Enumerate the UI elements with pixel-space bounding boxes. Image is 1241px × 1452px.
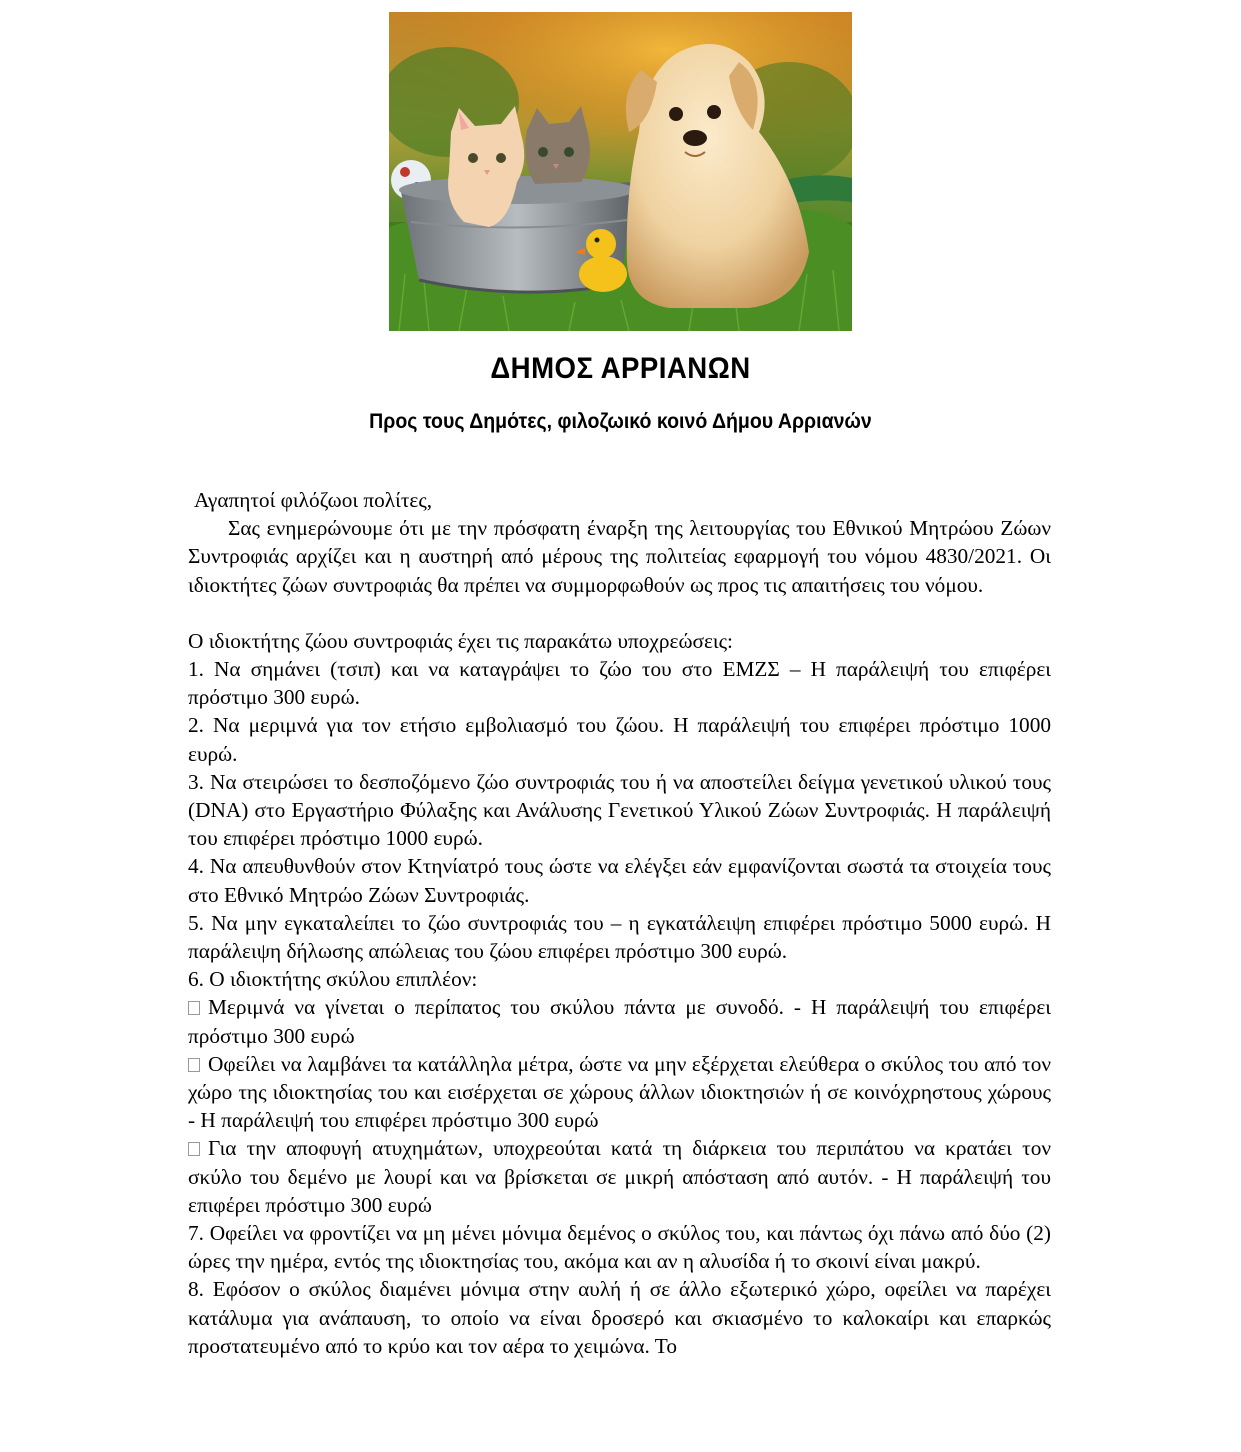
bullet-item — [188, 993, 1051, 1049]
list-item: 7. Οφείλει να φροντίζει να μη μένει μόνιμα δεμένος ο σκύλος του, και πάντως όχι πάνω από δύο (2) ώρες την ημέρα, εντός της ιδιοκτησίας του, ακόμα και αν η αλυσίδα ή το σκοινί είναι μακρύ. — [188, 1221, 1051, 1274]
bullet-icon — [188, 1001, 200, 1015]
list-item: 4. Να απευθυνθούν στον Κτηνίατρό τους ώστε να ελέγξει εάν εμφανίζονται σωστά τα στοιχεία τους στο Εθνικό Μητρώο Ζώων Συντροφιάς. — [188, 854, 1051, 907]
bullet-item — [188, 1134, 1051, 1219]
bullet-item — [188, 1050, 1051, 1135]
obligations-heading: Ο ιδιοκτήτης ζώου συντροφιάς έχει τις παρακάτω υποχρεώσεις: — [188, 628, 733, 653]
list-item: 3. Να στειρώσει το δεσποζόμενο ζώο συντροφιάς του ή να αποστείλει δείγμα γενετικού υλικού τους (DNA) στο Εργαστήριο Φύλαξης και Ανάλυσης Γενετικού Υλικού Ζώων Συντροφιάς. Η παράλειψή του επιφέρει πρόστιμο 1000 ευρώ. — [188, 769, 1051, 851]
greeting: Αγαπητοί φιλόζωοι πολίτες, — [194, 488, 433, 512]
letter-body — [188, 486, 1051, 1360]
bullet-icon — [188, 1142, 200, 1156]
pets-photo — [389, 12, 852, 331]
list-item: 2. Να μεριμνά για τον ετήσιο εμβολιασμό του ζώου. Η παράλειψή του επιφέρει πρόστιμο 1000 ευρώ. — [188, 713, 1051, 766]
bullet-icon — [188, 1058, 200, 1072]
list-item: 8. Εφόσον ο σκύλος διαμένει μόνιμα στην αυλή ή σε άλλο εξωτερικό χώρο, οφείλει να παρέχει κατάλυμα για ανάπαυση, το οποίο να είναι δροσερό και σκιασμένο το καλοκαίρι και επαρκώς προστατευμένο από το κρύο και τον αέρα το χειμώνα. Το — [188, 1277, 1051, 1358]
list-item: 1. Να σημάνει (τσιπ) και να καταγράψει το ζώο του στο ΕΜΖΣ – Η παράλειψή του επιφέρει πρόστιμο 300 ευρώ. — [188, 657, 1051, 710]
bullet-text: Οφείλει να λαμβάνει τα κατάλληλα μέτρα, ώστε να μην εξέρχεται ελεύθερα ο σκύλος του από τον χώρο της ιδιοκτησίας του και εισέρχεται σε χώρους άλλων ιδιοκτησιών ή σε κοινόχρηστους χώρους - Η παράλειψή του επιφέρει πρόστιμο 300 ευρώ — [188, 1051, 1051, 1133]
intro-paragraph: Σας ενημερώνουμε ότι με την πρόσφατη έναρξη της λειτουργίας του Εθνικού Μητρώου Ζώων Συντροφιάς αρχίζει και η αυστηρή από μέρους της πολιτείας εφαρμογή του νόμου 4830/2021. Οι ιδιοκτήτες ζώων συντροφιάς θα πρέπει να συμμορφωθούν ως προς τις απαιτήσεις του νόμου. — [188, 516, 1051, 597]
list-item: 5. Να μην εγκαταλείπει το ζώο συντροφιάς του – η εγκατάλειψη επιφέρει πρόστιμο 5000 ευρώ. Η παράλειψη δήλωσης απώλειας του ζώου επιφέρει πρόστιμο 300 ευρώ. — [188, 910, 1051, 964]
bullet-text: Μεριμνά να γίνεται ο περίπατος του σκύλου πάντα με συνοδό. - Η παράλειψή του επιφέρει πρόστιμο 300 ευρώ — [188, 995, 1051, 1048]
list-item: 6. Ο ιδιοκτήτης σκύλου επιπλέον: — [188, 967, 478, 992]
page-subtitle: Προς τους Δημότες, φιλοζωικό κοινό Δήμου Αρριανών — [369, 410, 872, 433]
bullet-text: Για την αποφυγή ατυχημάτων, υποχρεούται κατά τη διάρκεια του περιπάτου να κρατάει τον σκύλο του δεμένο με λουρί και να βρίσκεται σε μικρή απόσταση από αυτόν. - Η παράλειψή του επιφέρει πρόστιμο 300 ευρώ — [188, 1136, 1051, 1217]
page-title: ΔΗΜΟΣ ΑΡΡΙΑΝΩΝ — [490, 352, 751, 385]
